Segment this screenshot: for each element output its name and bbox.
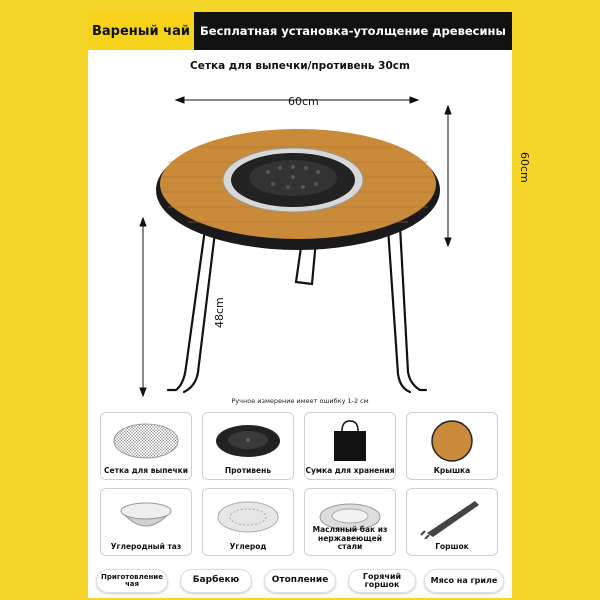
accessory-label: Углеродный таз xyxy=(110,541,182,551)
accessory-label: Горшок xyxy=(435,541,469,551)
usage-pill: Мясо на гриле xyxy=(424,569,504,593)
table-illustration xyxy=(88,12,512,412)
depth-label: 60cm xyxy=(518,152,531,183)
accessory-label: Крышка xyxy=(433,465,471,475)
accessory-label: Противень xyxy=(224,465,272,475)
storage-bag-icon xyxy=(325,419,375,463)
accessory-card xyxy=(202,412,294,480)
grill-mesh-icon xyxy=(111,421,181,461)
accessory-label: Углерод xyxy=(229,541,267,551)
width-label: 60cm xyxy=(288,95,319,108)
depth-arrow xyxy=(445,106,451,246)
accessory-card xyxy=(202,488,294,556)
usage-pill: Приготовление чая xyxy=(96,569,168,593)
accessory-label: Сумка для хранения xyxy=(305,465,395,475)
baking-pan-icon xyxy=(213,421,283,461)
accessory-card xyxy=(100,412,192,480)
height-arrow xyxy=(140,218,146,396)
accessory-label: Сетка для выпечки xyxy=(104,465,188,475)
header-tag: Вареный чай xyxy=(88,12,194,50)
accessory-card xyxy=(406,412,498,480)
wooden-lid-icon xyxy=(427,419,477,463)
header-title: Бесплатная установка-утолщение древесины xyxy=(200,24,506,38)
grill-size-caption: Сетка для выпечки/противень 30cm xyxy=(190,60,410,72)
height-label: 48cm xyxy=(213,297,226,328)
accessory-label: Масляный бак из нержавеющей стали xyxy=(312,525,388,551)
usage-pill: Барбекю xyxy=(180,569,252,593)
usage-pill: Горячий горшок xyxy=(348,569,416,593)
accessory-card xyxy=(304,412,396,480)
accessory-card xyxy=(100,488,192,556)
carbon-plate-icon xyxy=(213,497,283,537)
carbon-basin-icon xyxy=(111,497,181,537)
measurement-note: Ручное измерение имеет ошибку 1-2 см xyxy=(231,397,369,405)
product-card xyxy=(88,12,531,598)
accessory-card xyxy=(304,488,396,556)
accessory-card xyxy=(406,488,498,556)
usage-pill: Отопление xyxy=(264,569,336,593)
pot-lifter-icon xyxy=(417,495,487,539)
